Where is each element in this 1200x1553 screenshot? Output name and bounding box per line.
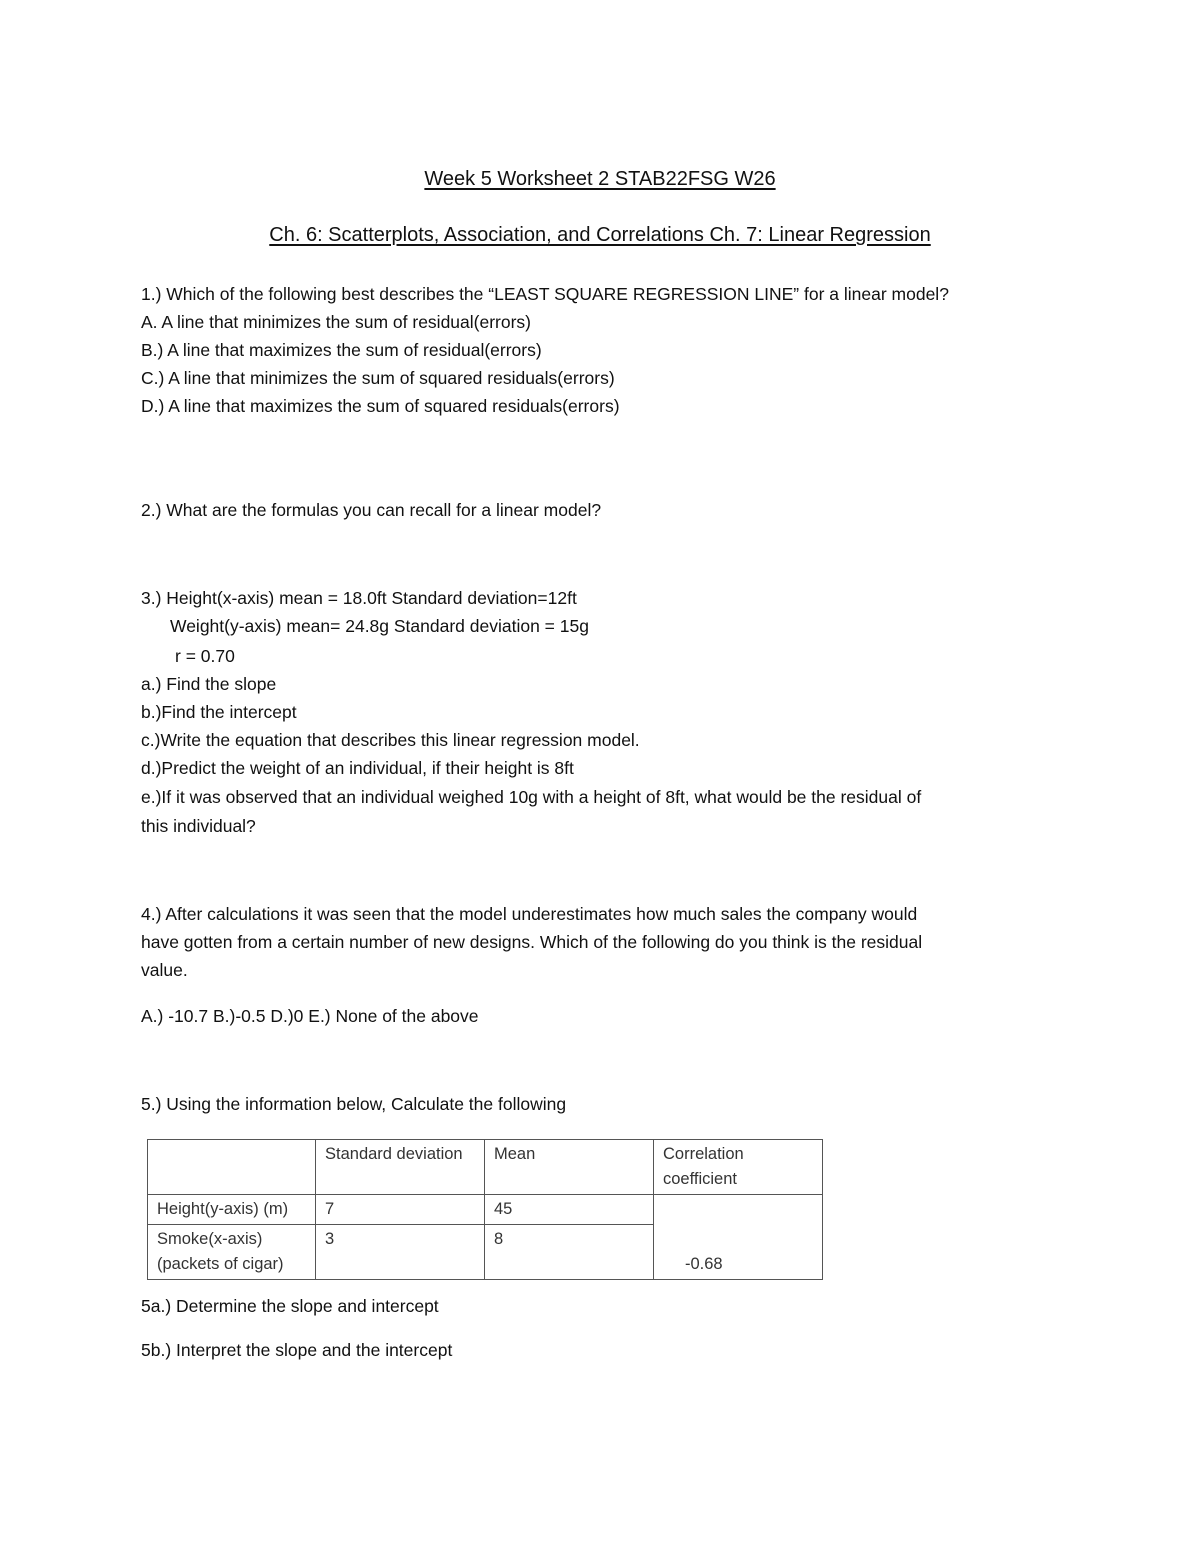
question-5: 5.) Using the information below, Calculate the following — [141, 1094, 567, 1114]
table-header-mean: Mean — [485, 1140, 654, 1195]
table-cell-sd: 3 — [316, 1225, 485, 1280]
question-3-line-1: 3.) Height(x-axis) mean = 18.0ft Standard deviation=12ft — [141, 588, 577, 608]
table-row — [148, 1195, 823, 1225]
q5-part-b: 5b.) Interpret the slope and the intercept — [141, 1340, 453, 1360]
table-cell-sd: 7 — [316, 1195, 485, 1225]
q3-part-c: c.)Write the equation that describes this linear regression model. — [141, 730, 640, 750]
q1-option-d: D.) A line that maximizes the sum of squared residuals(errors) — [141, 396, 620, 416]
table-cell-mean: 8 — [485, 1225, 654, 1280]
q3-part-e-continued: this individual? — [141, 816, 256, 836]
question-4-line-1: 4.) After calculations it was seen that the model underestimates how much sales the company would — [141, 904, 918, 924]
question-3-line-2: Weight(y-axis) mean= 24.8g Standard deviation = 15g — [170, 616, 589, 636]
table-header-row — [148, 1140, 823, 1195]
correlation-value: -0.68 — [685, 1255, 723, 1273]
question-4-line-2: have gotten from a certain number of new designs. Which of the following do you think is the residual — [141, 932, 923, 952]
worksheet-title: Week 5 Worksheet 2 STAB22FSG W26 — [424, 168, 776, 190]
data-table — [147, 1139, 823, 1280]
q1-option-c: C.) A line that minimizes the sum of squared residuals(errors) — [141, 368, 615, 388]
q3-part-d: d.)Predict the weight of an individual, if their height is 8ft — [141, 758, 574, 778]
q5-part-a: 5a.) Determine the slope and intercept — [141, 1296, 439, 1316]
question-3-line-3: r = 0.70 — [175, 646, 235, 666]
table-cell-mean: 45 — [485, 1195, 654, 1225]
table-header-correlation: Correlation coefficient — [654, 1140, 823, 1195]
q3-part-e: e.)If it was observed that an individual weighed 10g with a height of 8ft, what would be the residual of — [141, 787, 922, 807]
question-1: 1.) Which of the following best describes the “LEAST SQUARE REGRESSION LINE” for a linear model? — [141, 284, 949, 304]
table-header-blank — [148, 1140, 316, 1195]
q3-part-b: b.)Find the intercept — [141, 702, 297, 722]
q1-option-a: A. A line that minimizes the sum of residual(errors) — [141, 312, 532, 332]
q3-part-a: a.) Find the slope — [141, 674, 277, 694]
table-row-label: Height(y-axis) (m) — [148, 1195, 316, 1225]
question-2: 2.) What are the formulas you can recall for a linear model? — [141, 500, 602, 520]
table-cell-correlation — [654, 1195, 823, 1280]
q4-options: A.) -10.7 B.)-0.5 D.)0 E.) None of the above — [141, 1006, 479, 1026]
worksheet-subtitle: Ch. 6: Scatterplots, Association, and Correlations Ch. 7: Linear Regression — [269, 224, 931, 246]
q1-option-b: B.) A line that maximizes the sum of residual(errors) — [141, 340, 542, 360]
table-row-label: Smoke(x-axis) (packets of cigar) — [148, 1225, 316, 1280]
question-4-line-3: value. — [141, 960, 188, 980]
table-header-sd: Standard deviation — [316, 1140, 485, 1195]
